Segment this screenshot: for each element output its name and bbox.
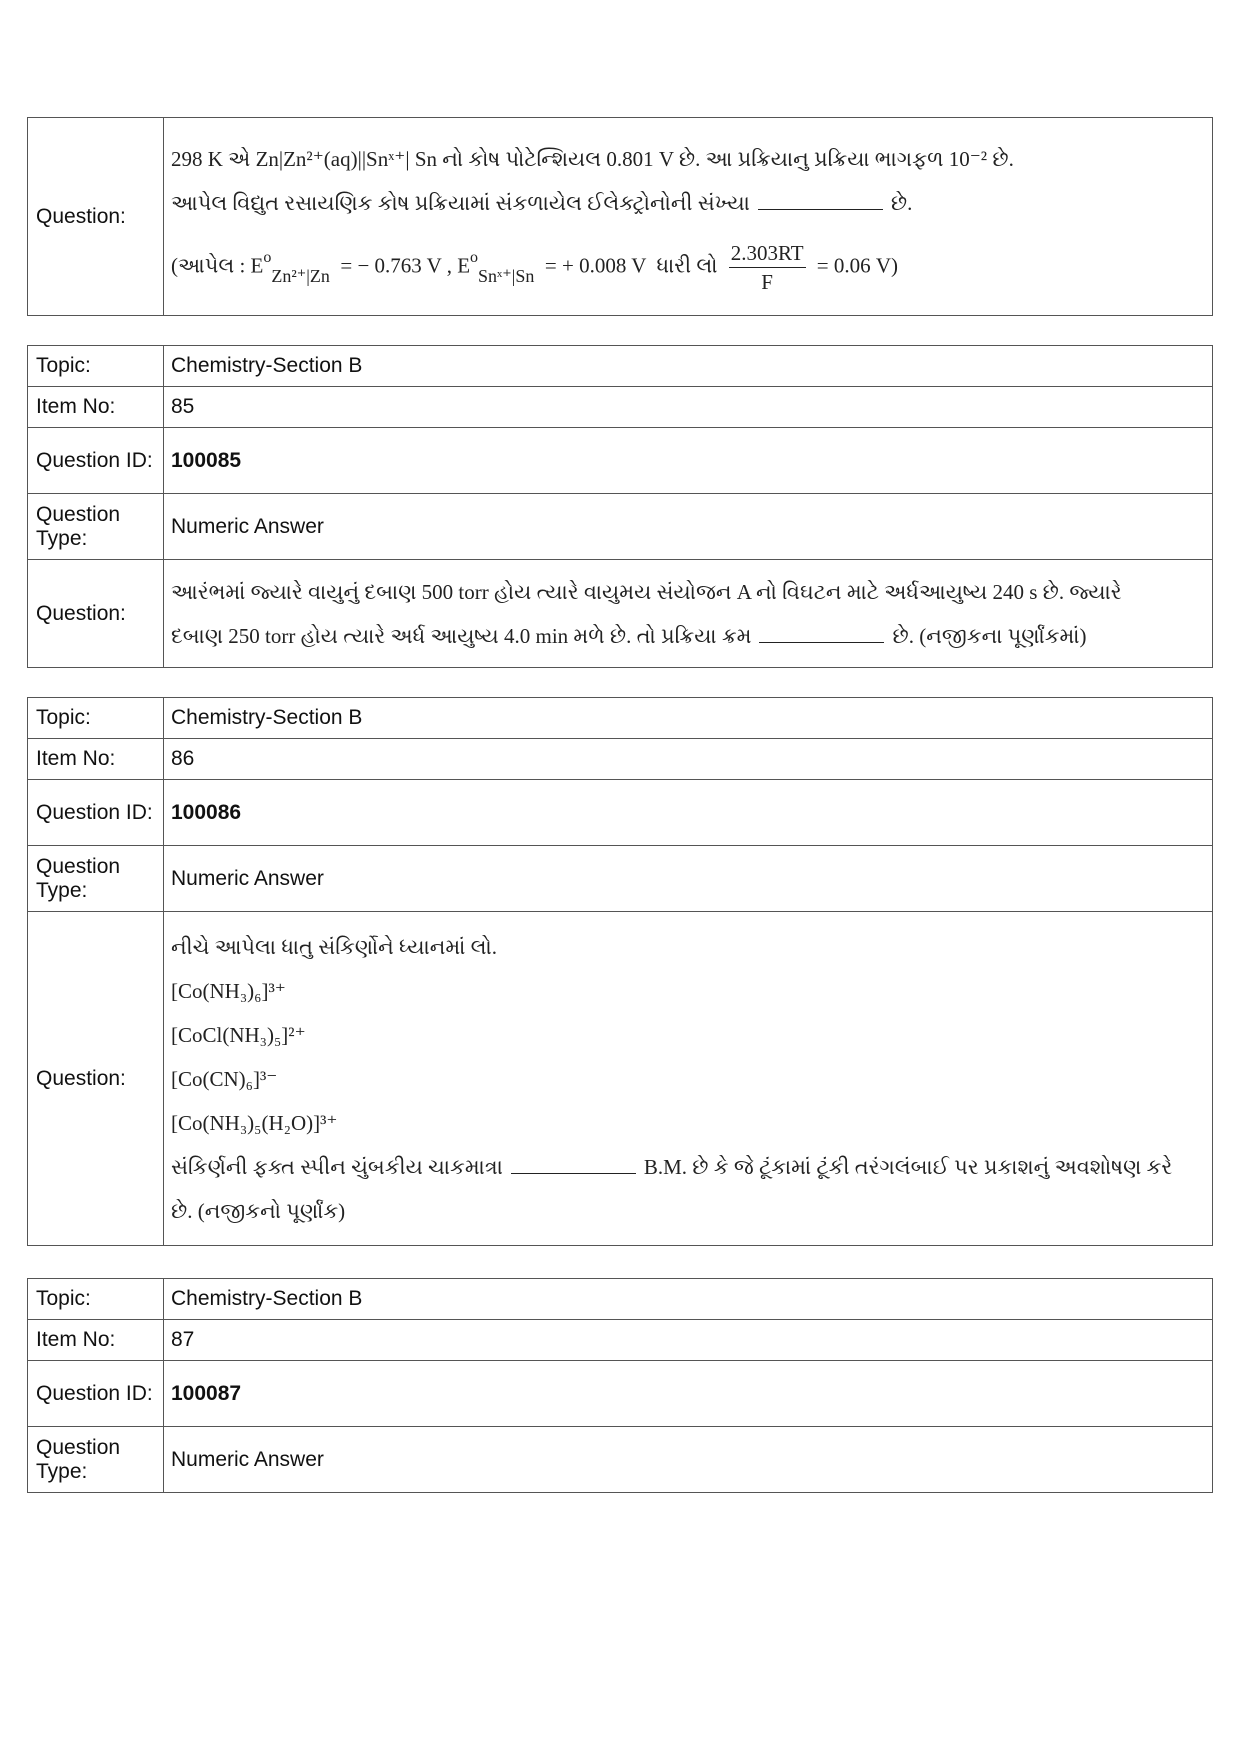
- item-no-label: Item No:: [28, 387, 164, 428]
- complex-1: [Co(NH₃)₆]³⁺: [171, 978, 286, 1003]
- given-line: (આપેલ : $E^oZn^{2+}|Zn$ = − 0.763 V , $E^oSnˣ^+|Sn$ = + 0.008 V ધારી લો $\frac{2.303RT}{F}$ = 0.06 V): [171, 241, 899, 294]
- question-text: [164, 560, 1213, 668]
- topic-value: Chemistry-Section B: [164, 698, 1213, 739]
- question-label: Question:: [28, 912, 164, 1246]
- question-line-6: સંકિર્ણની ફક્ત સ્પીન ચુંબકીય ચાકમાત્રા B.M. છે કે જે ટૂંકામાં ટૂંકી તરંગલંબાઈ પર પ્રકાશનું અવશોષણ કરે: [171, 1154, 1173, 1179]
- question-block-85: [27, 345, 1213, 668]
- complex-2: [CoCl(NH₃)₅]²⁺: [171, 1022, 306, 1047]
- question-text: [164, 912, 1213, 1246]
- question-line-1: આરંભમાં જ્યારે વાયુનું દબાણ 500 torr હોય ત્યારે વાયુમય સંયોજન A નો વિઘટન માટે અર્ધઆયુષ્ય 240 s છે. જ્યારે: [171, 579, 1122, 604]
- item-no-label: Item No:: [28, 739, 164, 780]
- question-text: [164, 118, 1213, 316]
- question-line-1: નીચે આપેલા ધાતુ સંકિર્ણોને ધ્યાનમાં લો.: [171, 934, 497, 959]
- question-type-value: Numeric Answer: [164, 1427, 1213, 1493]
- question-type-value: Numeric Answer: [164, 846, 1213, 912]
- question-id-label: Question ID:: [28, 1361, 164, 1427]
- question-type-label: Question Type:: [28, 846, 164, 912]
- question-type-label: Question Type:: [28, 1427, 164, 1493]
- topic-value: Chemistry-Section B: [164, 1279, 1213, 1320]
- complex-3: [Co(CN)₆]³⁻: [171, 1066, 278, 1091]
- question-id-label: Question ID:: [28, 428, 164, 494]
- question-id-label: Question ID:: [28, 780, 164, 846]
- question-block-86: [27, 697, 1213, 1246]
- answer-blank: [759, 622, 884, 643]
- question-line-1: 298 K એ Zn|Zn²⁺(aq)||Snˣ⁺| Sn નો કોષ પોટેન્શિયલ 0.801 V છે. આ પ્રક્રિયાનુ પ્રક્રિયા ભાગફળ 10⁻² છે.: [171, 147, 1014, 171]
- question-line-2: આપેલ વિદ્યુત રસાયણિક કોષ પ્રક્રિયામાં સંકળાયેલ ઈલેક્ટ્રોનોની સંખ્યા છે.: [171, 191, 913, 215]
- question-id-value: 100086: [164, 780, 1213, 846]
- topic-value: Chemistry-Section B: [164, 346, 1213, 387]
- question-type-value: Numeric Answer: [164, 494, 1213, 560]
- question-block-87: [27, 1278, 1213, 1493]
- item-no-value: 85: [164, 387, 1213, 428]
- complex-4: [Co(NH₃)₅(H₂O)]³⁺: [171, 1110, 338, 1135]
- question-label: Question:: [28, 118, 164, 316]
- answer-blank: [758, 189, 883, 210]
- topic-label: Topic:: [28, 698, 164, 739]
- answer-blank: [511, 1153, 636, 1174]
- topic-label: Topic:: [28, 346, 164, 387]
- topic-label: Topic:: [28, 1279, 164, 1320]
- question-type-label: Question Type:: [28, 494, 164, 560]
- item-no-value: 87: [164, 1320, 1213, 1361]
- item-no-value: 86: [164, 739, 1213, 780]
- question-line-7: છે. (નજીકનો પૂર્ણાંક): [171, 1198, 346, 1223]
- item-no-label: Item No:: [28, 1320, 164, 1361]
- question-id-value: 100087: [164, 1361, 1213, 1427]
- question-block-84: [27, 117, 1213, 316]
- question-id-value: 100085: [164, 428, 1213, 494]
- question-line-2: દબાણ 250 torr હોય ત્યારે અર્ધ આયુષ્ય 4.0 min મળે છે. તો પ્રક્રિયા ક્રમ છે. (નજીકના પૂર્ણાંકમાં): [171, 623, 1087, 648]
- fraction: $\frac{2.303RT}{F}$: [730, 241, 804, 294]
- question-label: Question:: [28, 560, 164, 668]
